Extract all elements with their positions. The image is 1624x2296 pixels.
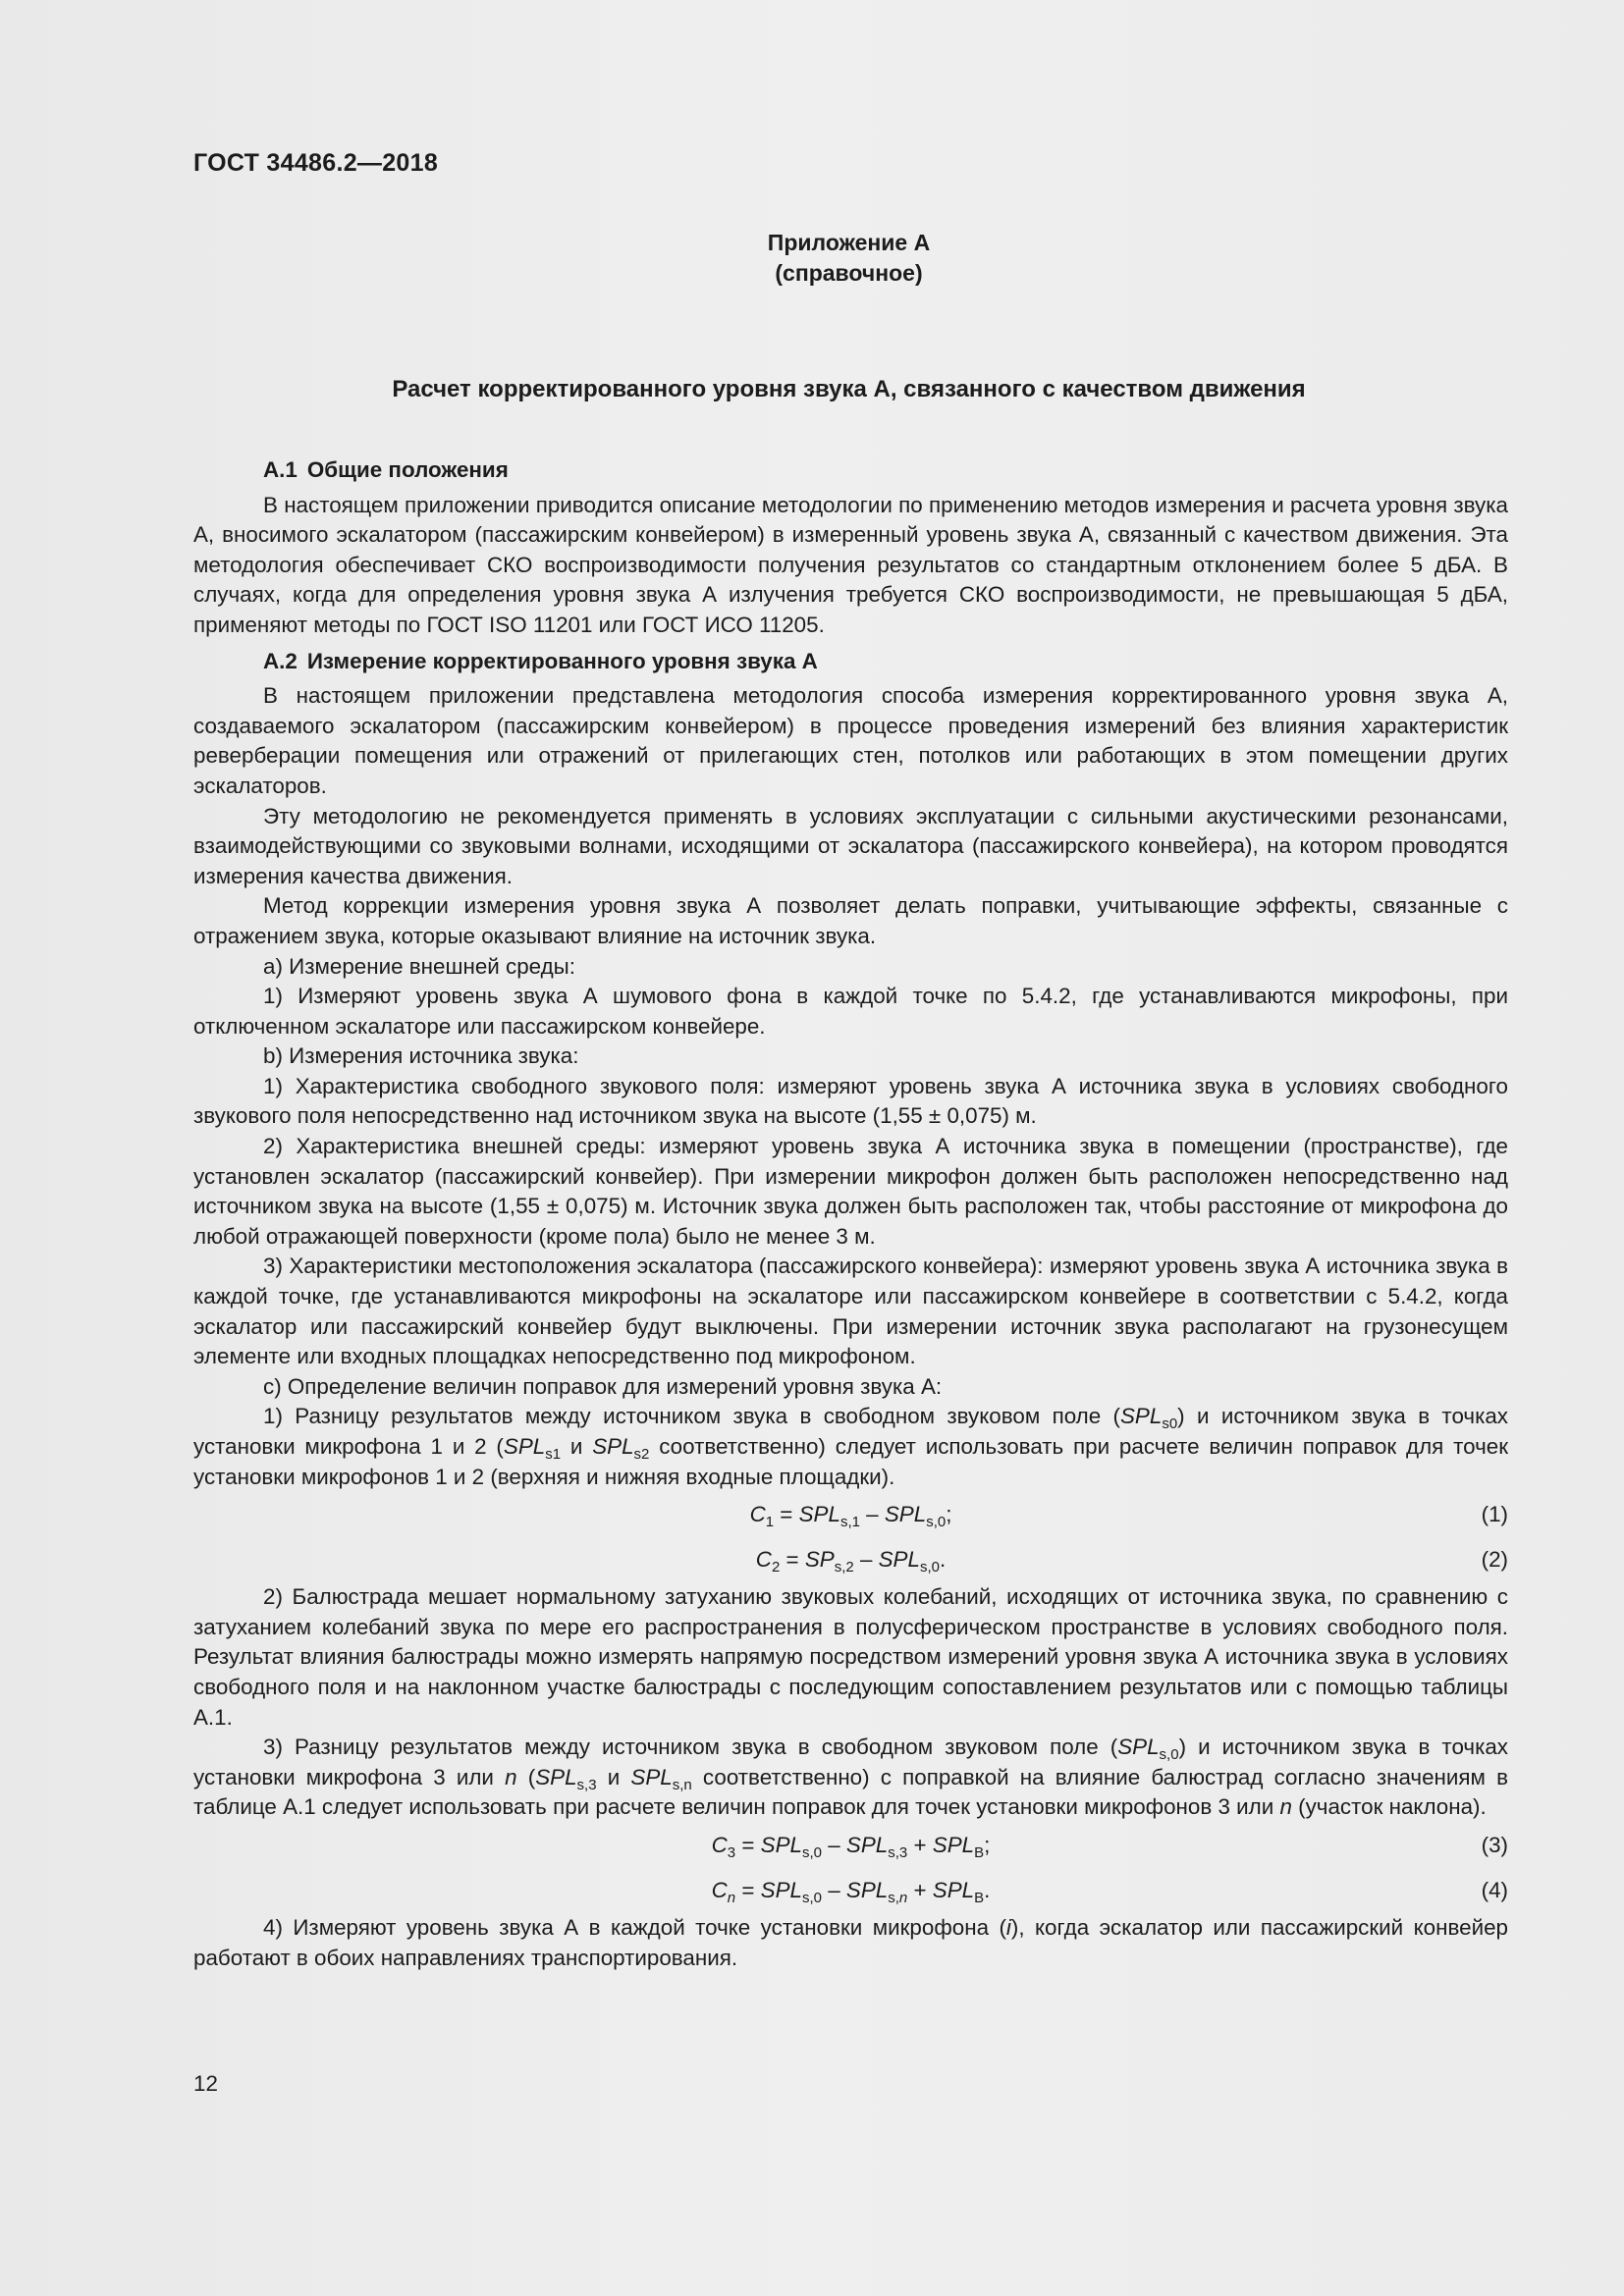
- document-title-block: [0, 376, 1624, 403]
- section-number: А.2: [263, 648, 298, 673]
- section-title: Общие положения: [306, 457, 509, 482]
- list-item: 2) Характеристика внешней среды: измеряют уровень звука А источника звука в помещении (пространстве), где установлен эскалатор (пассажирский конвейер). При измерении микрофон должен быть расположен непосредственно над источником звука на высоте (1,55 ± 0,075) м. Источник звука должен быть расположен так, чтобы расстояние от микрофона до любой отражающей поверхности (кроме пола) было не менее 3 м.: [193, 1134, 1508, 1249]
- formula-expression: $C_3 = SPL_{s,0} - SPL_{s,3} + SPL_B$;: [711, 1832, 991, 1861]
- formula-2: [193, 1537, 1508, 1582]
- section-title: Измерение корректированного уровня звука А: [306, 648, 818, 673]
- formula-expression: $C_n = SPL_{s,0} - SPL_{s,n} + SPL_B$.: [711, 1877, 991, 1906]
- list-label: c) Определение величин поправок для измерений уровня звука А:: [263, 1373, 943, 1399]
- annex-heading: [0, 228, 1624, 289]
- list-item: 3) Разницу результатов между источником звука в свободном звуковом поле $(SPL_{s,0})$ и источником звука в точках установки микрофона 3 или n ($SPL_{s,3}$ и $SPL_{s,n}$ соответственно) с поправкой на влияние балюстрад согласно значениям в таблице А.1 следует использовать при расчете величин поправок для точек установки микрофонов 3 или n (участок наклона).: [193, 1735, 1509, 1820]
- list-item: 3) Характеристики местоположения эскалатора (пассажирского конвейера): измеряют уровень звука А источника звука в каждой точке, где устанавливаются микрофоны на эскалаторе или пассажирском конвейере в соответствии с 5.4.2, когда эскалатор или пассажирский конвейер будут выключены. При измерении источник звука располагают на грузонесущем элементе или входных площадках непосредственно под микрофоном.: [193, 1254, 1508, 1369]
- formula-expression: $C_1 = SPL_{s,1} - SPL_{s,0}$;: [749, 1502, 952, 1531]
- paragraph: В настоящем приложении приводится описание методологии по применению методов измерения и расчета уровня звука А, вносимого эскалатором (пассажирским конвейером) в измеренный уровень звука А, связанный с качеством движения. Эта методология обеспечивает СКО воспроизводимости получения результатов со стандартным отклонением более 5 дБА. В случаях, когда для определения уровня звука А излучения требуется СКО воспроизводимости, не превышающая 5 дБА, применяют методы по ГОСТ ISO 11201 или ГОСТ ИСО 11205.: [193, 492, 1508, 637]
- paragraph: Метод коррекции измерения уровня звука А позволяет делать поправки, учитывающие эффекты, связанные с отражением звука, которые оказывают влияние на источник звука.: [193, 893, 1508, 948]
- formula-number: (1): [1481, 1502, 1508, 1527]
- list-item: 1) Характеристика свободного звукового поля: измеряют уровень звука А источника звука в условиях свободного звукового поля непосредственно над источником звука на высоте (1,55 ± 0,075) м.: [193, 1073, 1508, 1129]
- section-heading-a2: [193, 647, 1508, 677]
- section-number: А.1: [263, 457, 298, 482]
- formula-number: (2): [1481, 1547, 1508, 1573]
- section-heading-a1: [193, 455, 1508, 486]
- list-label: b) Измерения источника звука:: [263, 1043, 579, 1069]
- paragraph: В настоящем приложении представлена методология способа измерения корректированного уровня звука А, создаваемого эскалатором (пассажирским конвейером) в процессе проведения измерений без влияния характеристик реверберации помещения или отражений от прилегающих стен, потолков или работающих в этом помещении других эскалаторов.: [193, 683, 1508, 798]
- formula-4: [193, 1868, 1508, 1913]
- list-label: a) Измерение внешней среды:: [263, 953, 575, 979]
- formula-1: [193, 1492, 1508, 1537]
- formula-number: (3): [1481, 1832, 1508, 1857]
- formula-3: [193, 1823, 1508, 1868]
- document-title: Расчет корректированного уровня звука А, связанного с качеством движения: [392, 376, 1306, 402]
- formula-expression: $C_2 = SP_{s,2} - SPL_{s,0}$.: [755, 1547, 947, 1576]
- list-item: 1) Разницу результатов между источником звука в свободном звуковом поле $(SPL_{s0})$ и источником звука в точках установки микрофона 1 и 2 ($SPL_{s1}$ и $SPL_{s2}$ соответственно) следует использовать при расчете величин поправок для точек установки микрофонов 1 и 2 (верхняя и нижняя входные площадки).: [193, 1404, 1509, 1489]
- list-item: 2) Балюстрада мешает нормальному затуханию звуковых колебаний, исходящих от источника звука, по сравнению с затуханием колебаний звука по мере его распространения в полусферическом пространстве в условиях свободного поля. Результат влияния балюстрады можно измерять напрямую посредством измерений уровня звука А источника звука в условиях свободного поля и на наклонном участке балюстрады с последующим сопоставлением результатов или с помощью таблицы А.1.: [193, 1584, 1508, 1730]
- formula-number: (4): [1481, 1877, 1508, 1902]
- paragraph: Эту методологию не рекомендуется применять в условиях эксплуатации с сильными акустическими резонансами, взаимодействующими со звуковыми волнами, исходящими от эскалатора (пассажирского конвейера), на котором проводятся измерения качества движения.: [193, 803, 1508, 888]
- annex-title: Приложение А: [767, 230, 931, 255]
- list-item: 4) Измеряют уровень звука А в каждой точке установки микрофона (i), когда эскалатор или пассажирский конвейер работают в обоих направлениях транспортирования.: [193, 1914, 1508, 1970]
- page-number: 12: [193, 2071, 218, 2096]
- standard-code: ГОСТ 34486.2—2018: [193, 149, 439, 177]
- list-item: 1) Измеряют уровень звука А шумового фона в каждой точке по 5.4.2, где устанавливаются микрофоны, при отключенном эскалаторе или пассажирском конвейере.: [193, 984, 1508, 1039]
- annex-status: (справочное): [775, 260, 923, 286]
- document-body: [193, 450, 1508, 1973]
